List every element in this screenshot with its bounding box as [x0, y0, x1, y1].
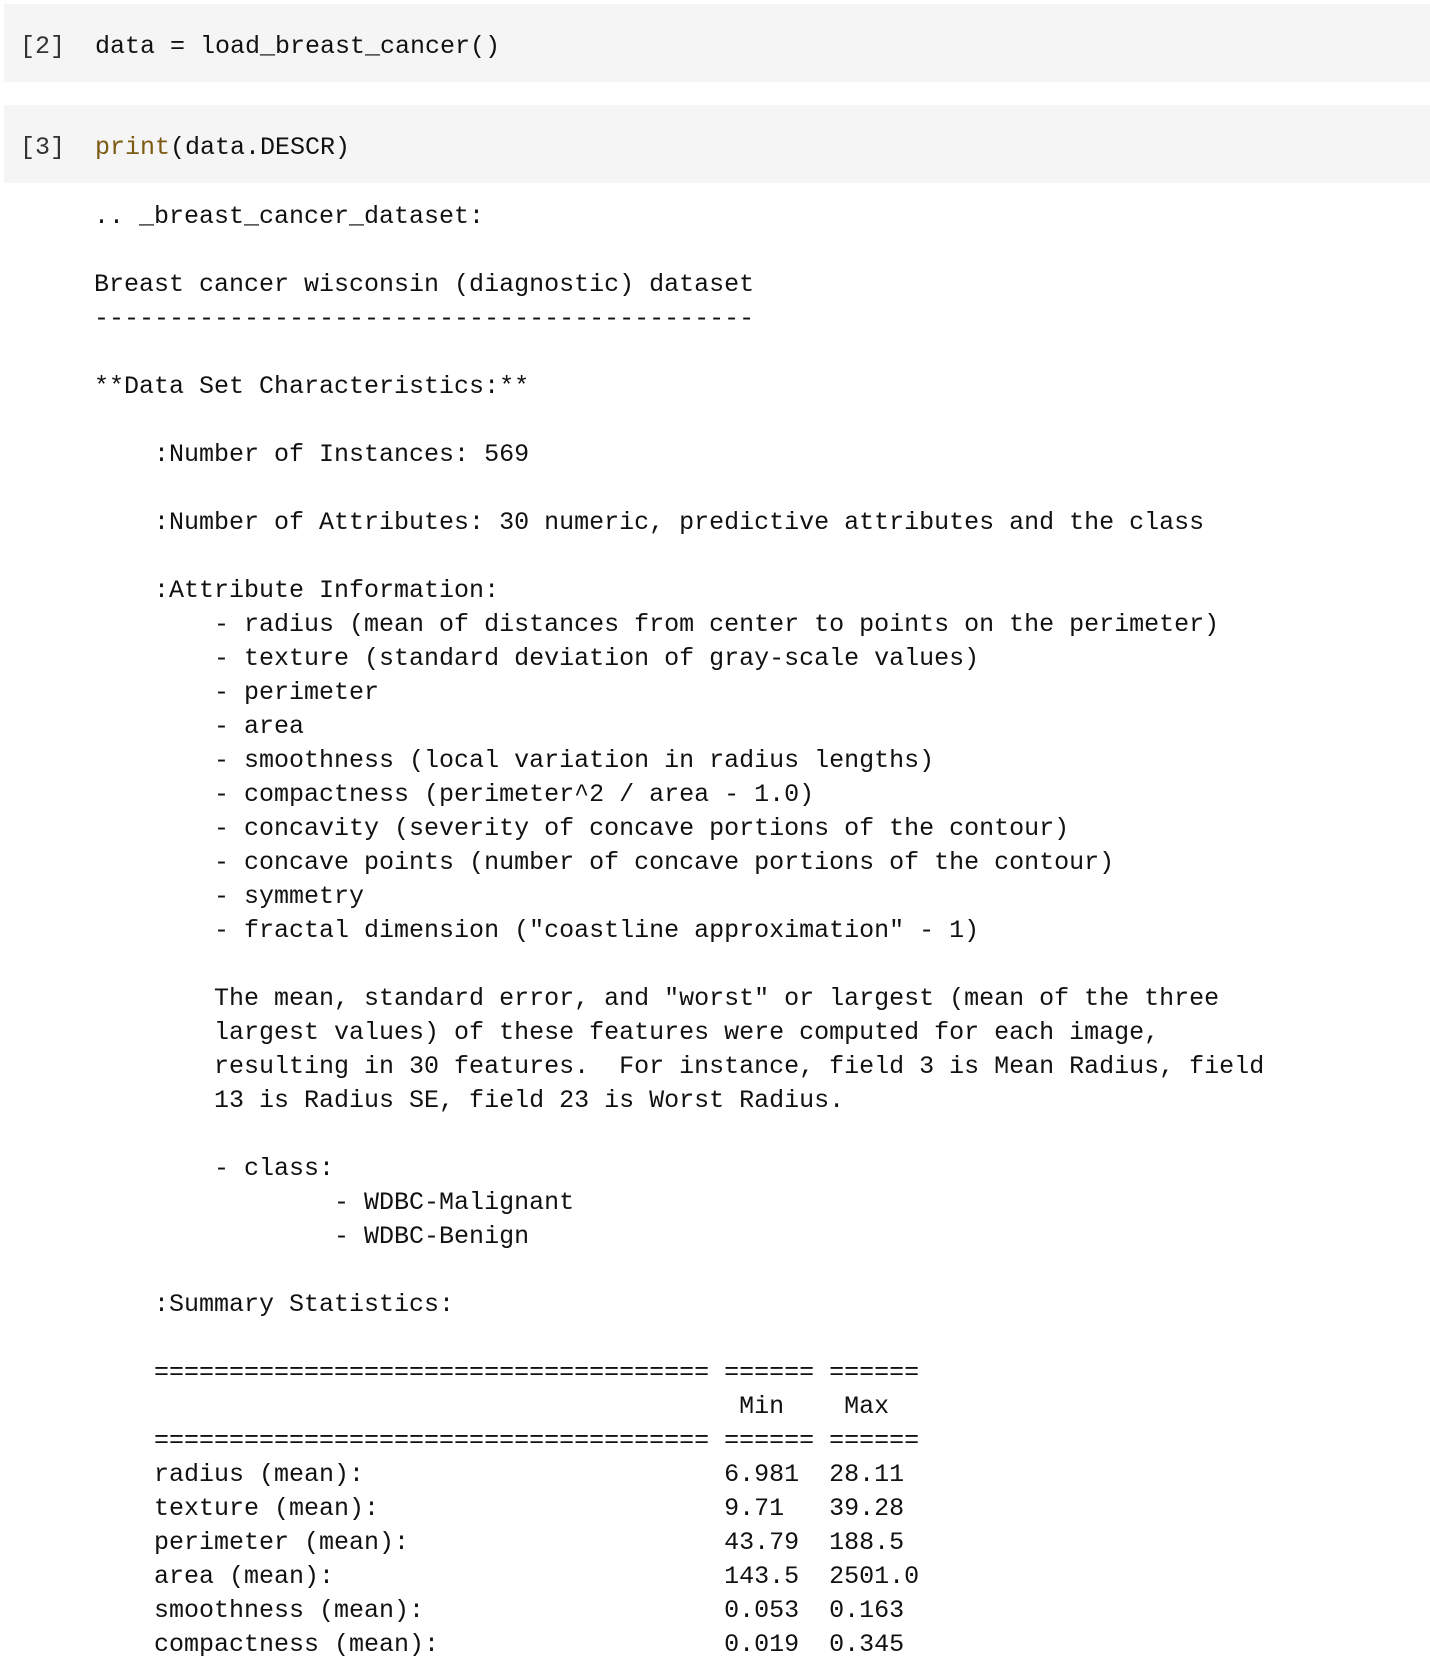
output-line: [94, 1118, 1264, 1152]
output-line: smoothness (mean): 0.053 0.163: [94, 1596, 905, 1625]
output-line: - smoothness (local variation in radius lengths): [94, 746, 935, 775]
output-line: [94, 1254, 1264, 1288]
output-line: Breast cancer wisconsin (diagnostic) dataset: [94, 270, 755, 299]
output-line: - WDBC-Benign: [94, 1222, 530, 1251]
code-input[interactable]: data = load_breast_cancer(): [95, 32, 501, 61]
output-line: [94, 472, 1264, 506]
code-input[interactable]: [95, 131, 350, 165]
output-line: --------------------------------------------: [94, 304, 755, 333]
output-line: - perimeter: [94, 678, 380, 707]
cell-prompt: [3]: [20, 133, 66, 162]
code-cell-2[interactable]: [4, 4, 1430, 82]
output-line: - texture (standard deviation of gray-scale values): [94, 644, 980, 673]
cell-output: [94, 200, 1264, 1662]
output-line: :Summary Statistics:: [94, 1290, 455, 1319]
code-arguments: (data.DESCR): [170, 133, 351, 162]
output-line: ===================================== ====== ======: [94, 1358, 920, 1387]
output-line: - concave points (number of concave portions of the contour): [94, 848, 1115, 877]
output-line: - WDBC-Malignant: [94, 1188, 575, 1217]
output-line: compactness (mean): 0.019 0.345: [94, 1630, 905, 1659]
output-line: The mean, standard error, and "worst" or largest (mean of the three: [94, 984, 1220, 1013]
output-line: :Number of Instances: 569: [94, 440, 530, 469]
output-line: resulting in 30 features. For instance, field 3 is Mean Radius, field: [94, 1052, 1265, 1081]
output-line: [94, 404, 1264, 438]
output-line: [94, 948, 1264, 982]
output-line: - symmetry: [94, 882, 365, 911]
output-line: :Number of Attributes: 30 numeric, predictive attributes and the class: [94, 508, 1205, 537]
output-line: .. _breast_cancer_dataset:: [94, 202, 485, 231]
code-cell-3[interactable]: [4, 105, 1430, 183]
output-line: ===================================== ====== ======: [94, 1426, 920, 1455]
output-line: area (mean): 143.5 2501.0: [94, 1562, 920, 1591]
output-line: [94, 1322, 1264, 1356]
output-line: - radius (mean of distances from center to points on the perimeter): [94, 610, 1220, 639]
output-line: [94, 336, 1264, 370]
output-line: 13 is Radius SE, field 23 is Worst Radius.: [94, 1086, 845, 1115]
output-line: Min Max: [94, 1392, 890, 1421]
output-line: - compactness (perimeter^2 / area - 1.0): [94, 780, 815, 809]
code-function-name: print: [95, 133, 171, 162]
output-line: :Attribute Information:: [94, 576, 500, 605]
output-line: - area: [94, 712, 305, 741]
output-line: texture (mean): 9.71 39.28: [94, 1494, 905, 1523]
output-line: [94, 234, 1264, 268]
output-line: radius (mean): 6.981 28.11: [94, 1460, 905, 1489]
output-line: - class:: [94, 1154, 335, 1183]
output-line: largest values) of these features were computed for each image,: [94, 1018, 1160, 1047]
output-line: [94, 540, 1264, 574]
output-line: - fractal dimension ("coastline approximation" - 1): [94, 916, 980, 945]
output-line: perimeter (mean): 43.79 188.5: [94, 1528, 905, 1557]
output-line: - concavity (severity of concave portions of the contour): [94, 814, 1070, 843]
output-line: **Data Set Characteristics:**: [94, 372, 530, 401]
cell-prompt: [2]: [20, 32, 66, 61]
